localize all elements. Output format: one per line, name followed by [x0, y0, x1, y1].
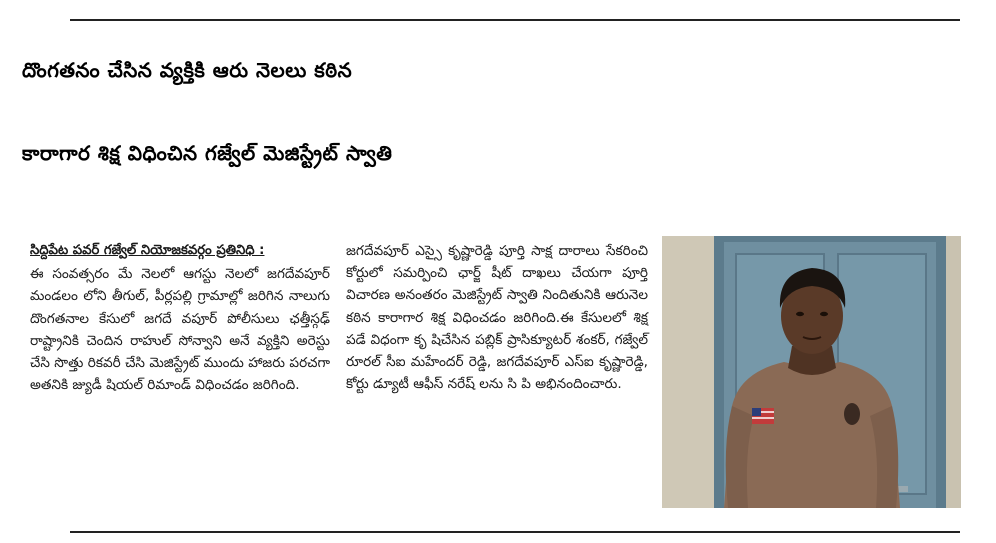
bottom-rule	[70, 531, 960, 533]
article-paragraph-2: జగదేవపూర్ ఎస్సై కృష్ణారెడ్డి పూర్తి సాక్ష దారాలు సేకరించి కోర్టులో సమర్పించి ఛార్జ్ షీట్ దాఖలు చేయగా పూర్తి విచారణ అనంతరం మెజిస్ట్రేట్ స్వాతి నిందితునికి ఆరునెల కఠిన కారాగార శిక్ష విధించడం జరిగింది.ఈ కేసులలో శిక్ష పడే విధంగా కృ షిచేసిన పబ్లిక్ ప్రాసిక్యూటర్ శంకర్, గజ్వేల్ రూరల్ సీఐ మహేందర్ రెడ్డి, జగదేవపూర్ ఎస్ఐ కృష్ణారెడ్డి, కోర్టు డ్యూటీ ఆఫీస్ నరేష్ లను సి పి అభినందించారు.	[346, 243, 648, 393]
headline-line-2: కారాగార శిక్ష విధించిన గజ్వేల్ మెజిస్ట్రేట్ స్వాతి	[22, 141, 393, 165]
accused-photo	[662, 236, 961, 508]
article-paragraph-1: ఈ సంవత్సరం మే నెలలో ఆగస్టు నెలలో జగదేవపూర్ మండలం లోని తీగుల్, పీర్లపల్లి గ్రామాల్లో జరిగిన నాలుగు దొంగతనాల కేసులో జగదే వపూర్ పోలీసులు ఛత్తీస్గఢ్ రాష్ట్రానికి చెందిన రాహుల్ సోన్వాని అనే వ్యక్తిని అరెస్టు చేసి సొత్తు రికవరీ చేసి మెజిస్ట్రేట్ ముందు హాజరు పరచగా అతనికి జ్యుడీ షియల్ రిమాండ్ విధించడం జరిగింది.	[30, 266, 330, 394]
article-column-1	[30, 240, 330, 396]
article-column-2	[346, 240, 648, 395]
top-rule	[70, 19, 960, 21]
byline: సిద్దిపేట పవర్ గజ్వేల్ నియోజకవర్గం ప్రతినిధి :	[30, 243, 265, 258]
headline-line-1: దొంగతనం చేసిన వ్యక్తికి ఆరు నెలలు కఠిన	[22, 58, 353, 82]
